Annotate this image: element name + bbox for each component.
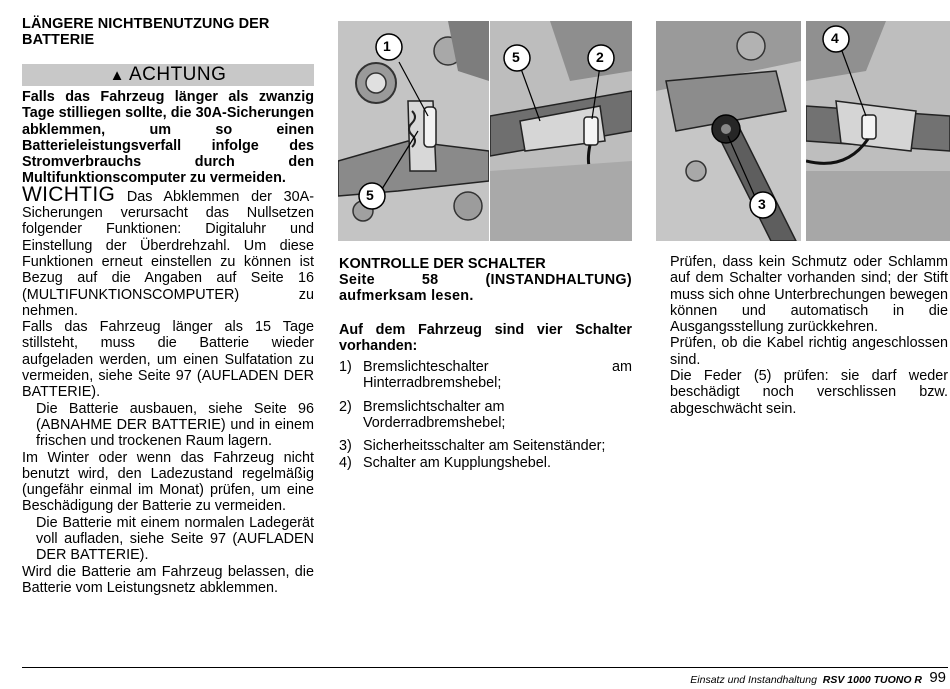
list-item: 4) Schalter am Kupplungshebel. [339, 454, 551, 471]
right-column [670, 254, 948, 417]
callout-4-label: 4 [831, 30, 839, 46]
callout-1-label: 1 [383, 38, 391, 54]
list-item: 1) Bremslichteschalter am Hinterradbremshebel; [339, 359, 632, 392]
photo-rear-brake-switch [338, 21, 489, 241]
middle-column [339, 256, 632, 471]
photo-clutch-switch [806, 21, 950, 241]
page-number: 99 [929, 669, 946, 686]
paragraph-spring: Die Feder (5) prüfen: sie darf weder beschädigt noch verschlissen bzw. abgeschwächt sein. [670, 368, 948, 417]
instandhaltung-reference: Seite 58 (INSTANDHALTUNG) aufmerksam lesen. [339, 272, 632, 305]
paragraph-vehicle: Wird die Batterie am Fahrzeug belassen, die Batterie vom Leistungsnetz abklemmen. [22, 563, 314, 596]
left-column [22, 16, 314, 596]
four-switches-intro: Auf dem Fahrzeug sind vier Schalter vorhanden: [339, 321, 632, 354]
paragraph-charge: Die Batterie mit einem normalen Ladegerät voll aufladen, siehe Seite 97 (AUFLADEN DER BATTERIE). [36, 514, 314, 564]
callout-2-label: 2 [596, 49, 604, 65]
paragraph-15-days: Falls das Fahrzeug länger als 15 Tage stillsteht, muss die Batterie wieder aufgeladen werden, um einen Sulfatation zu vermeiden, siehe Seite 97 (AUFLADEN DER BATTERIE). [22, 319, 314, 401]
list-item: 3) Sicherheitsschalter am Seitenständer; [339, 438, 606, 455]
wichtig-text: Das Abklemmen der 30A-Sicherungen verursacht das Nullsetzen folgender Funktionen: Digitaluhr und Einstellung der Überdrehzahl. Um diese Funktionen erneut einstellen zu können ist Bezug auf die Angaben auf Seite 16 (MULTIFUNKTIONSCOMPUTER) zu nehmen. [22, 188, 314, 319]
footer-caption [690, 674, 922, 686]
wichtig-label: WICHTIG [22, 182, 116, 206]
achtung-text: Falls das Fahrzeug länger als zwanzig Tage stilliegen sollte, die 30A-Sicherungen abklemmen, um so einen Batterieleistungsverfall infolge des Stromverbrauchs durch den Multifunktionscomputer zu vermeiden. [22, 89, 314, 187]
achtung-banner [22, 64, 314, 86]
footer-section: Einsatz und Instandhaltung [690, 674, 817, 686]
paragraph-winter: Im Winter oder wenn das Fahrzeug nicht benutzt wird, den Ladezustand regelmäßig (ungefähr einmal im Monat) prüfen, um eine Beschädigung der Batterie zu vermeiden. [22, 449, 314, 515]
photo-sidestand-switch [656, 21, 801, 241]
paragraph-cables: Prüfen, ob die Kabel richtig angeschlossen sind. [670, 335, 948, 368]
paragraph-remove-battery: Die Batterie ausbauen, siehe Seite 96 (ABNAHME DER BATTERIE) und in einem frischen und trockenen Raum lagern. [36, 400, 314, 450]
photo-front-brake-switch [490, 21, 632, 241]
callout-3-label: 3 [758, 196, 766, 212]
switch-check-heading: KONTROLLE DER SCHALTER [339, 256, 546, 272]
list-item: 2) Bremslichtschalter am Vorderradbremshebel; [339, 398, 506, 432]
warning-triangle-icon: ▲ [109, 66, 125, 84]
paragraph-dirt: Prüfen, dass kein Schmutz oder Schlamm auf dem Schalter vorhanden sind; der Stift muss sich ohne Unterbrechungen bewegen können und automatisch in die Ausgangsstellung zurückkehren. [670, 254, 948, 336]
footer-divider [22, 667, 948, 668]
footer-model: RSV 1000 TUONO R [822, 674, 922, 686]
callout-5-label: 5 [366, 187, 374, 203]
battery-storage-heading: LÄNGERE NICHTBENUTZUNG DER BATTERIE [22, 16, 270, 48]
wichtig-paragraph [22, 182, 314, 319]
switch-list [339, 359, 632, 471]
achtung-label: ACHTUNG [128, 64, 227, 85]
callout-5b-label: 5 [512, 49, 520, 65]
